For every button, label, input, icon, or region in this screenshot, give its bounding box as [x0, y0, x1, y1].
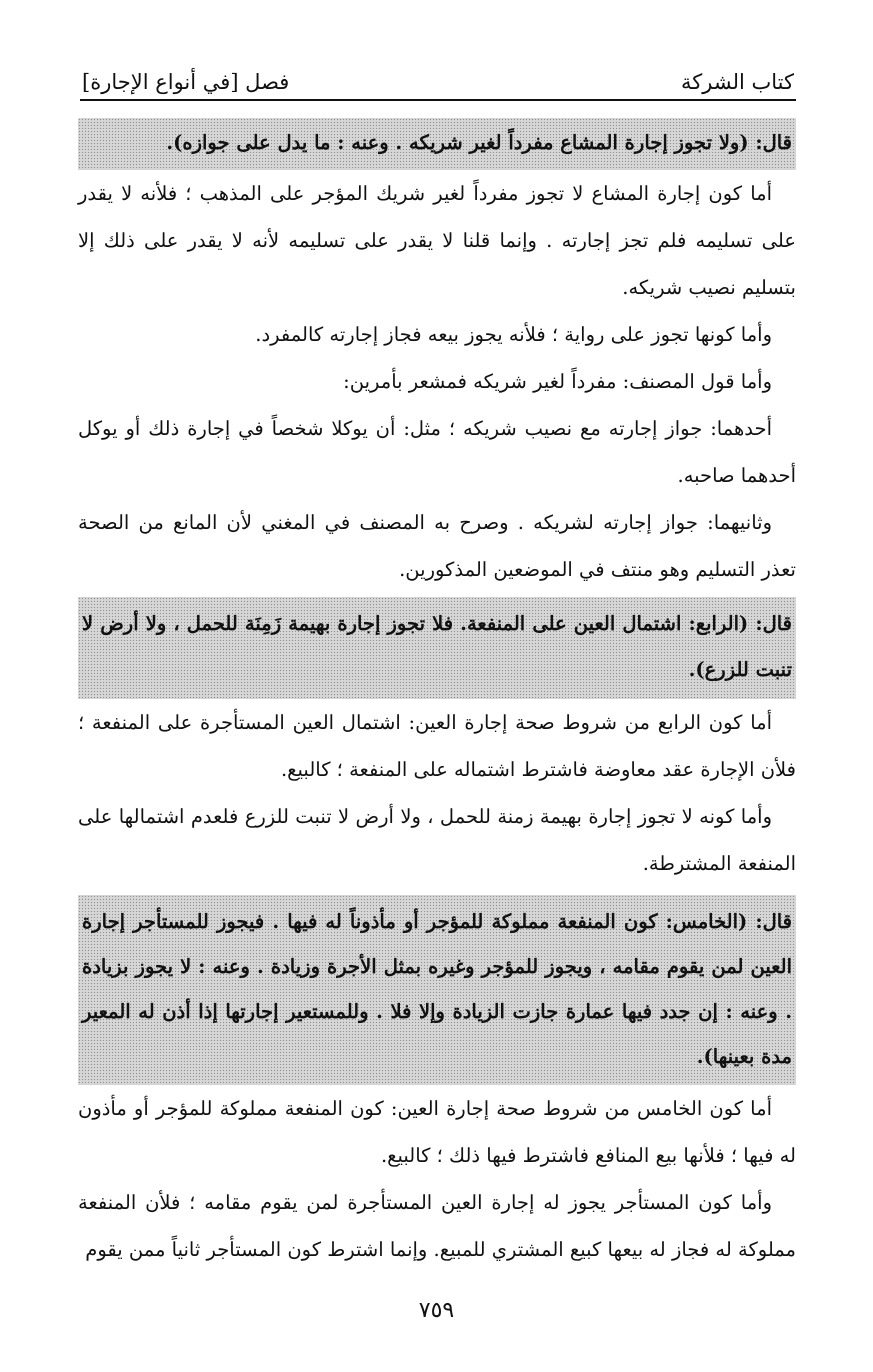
- section-title: فصل [في أنواع الإجارة]: [82, 70, 290, 94]
- quoted-text-block: قال: (الخامس: كون المنفعة مملوكة للمؤجر أو مأذوناً له فيها . فيجوز للمستأجر إجارة العين لمن يقوم مقامه ، ويجوز للمؤجر وغيره بمثل الأجرة وزيادة . وعنه : لا يجوز بزيادة . وعنه : إن جدد فيها عمارة جازت الزيادة وإلا فلا . وللمستعير إجارتها إذا أذن له المعير مدة بعينها).: [78, 895, 796, 1085]
- commentary-paragraph: وأما قول المصنف: مفرداً لغير شريكه فمشعر بأمرين:: [343, 370, 772, 393]
- page-body: [78, 110, 796, 1273]
- commentary-paragraph: وثانيهما: جواز إجارته لشريكه . وصرح به المصنف في المغني لأن المانع من الصحة تعذر التسليم وهو منتف في الموضعين المذكورين.: [78, 511, 796, 581]
- book-title: كتاب الشركة: [681, 70, 794, 94]
- header-rule: [80, 99, 796, 101]
- commentary-paragraph: وأما كون المستأجر يجوز له إجارة العين المستأجرة لمن يقوم مقامه ؛ فلأن المنفعة مملوكة له فجاز له بيعها كبيع المشتري للمبيع. وإنما اشترط كون المستأجر ثانياً ممن يقوم: [78, 1191, 796, 1261]
- commentary-paragraph: أما كون إجارة المشاع لا تجوز مفرداً لغير شريك المؤجر على المذهب ؛ فلأنه لا يقدر على تسليمه فلم تجز إجارته . وإنما قلنا لا يقدر على تسليمه لأنه لا يقدر على ذلك إلا بتسليم نصيب شريكه.: [78, 182, 796, 299]
- quoted-text-block: قال: (الرابع: اشتمال العين على المنفعة. فلا تجوز إجارة بهيمة زَمِنَة للحمل ، ولا أرض لا تنبت للزرع).: [78, 597, 796, 699]
- commentary-paragraph: وأما كونه لا تجوز إجارة بهيمة زمنة للحمل ، ولا أرض لا تنبت للزرع فلعدم اشتمالها على المنفعة المشترطة.: [78, 805, 796, 875]
- running-header: [82, 60, 794, 94]
- commentary-paragraph: أحدهما: جواز إجارته مع نصيب شريكه ؛ مثل: أن يوكلا شخصاً في إجارة ذلك أو يوكل أحدهما صاحبه.: [78, 417, 796, 487]
- page-number: ٧٥٩: [418, 1298, 455, 1323]
- commentary-paragraph: وأما كونها تجوز على رواية ؛ فلأنه يجوز بيعه فجاز إجارته كالمفرد.: [255, 323, 772, 346]
- commentary-paragraph: أما كون الرابع من شروط صحة إجارة العين: اشتمال العين المستأجرة على المنفعة ؛ فلأن الإجارة عقد معاوضة فاشترط اشتماله على المنفعة ؛ كالبيع.: [78, 711, 796, 781]
- commentary-paragraph: أما كون الخامس من شروط صحة إجارة العين: كون المنفعة مملوكة للمؤجر أو مأذون له فيها ؛ فلأنها بيع المنافع فاشترط فيها ذلك ؛ كالبيع.: [78, 1097, 796, 1167]
- quoted-text-block: قال: (ولا تجوز إجارة المشاع مفرداً لغير شريكه . وعنه : ما يدل على جوازه).: [78, 118, 796, 170]
